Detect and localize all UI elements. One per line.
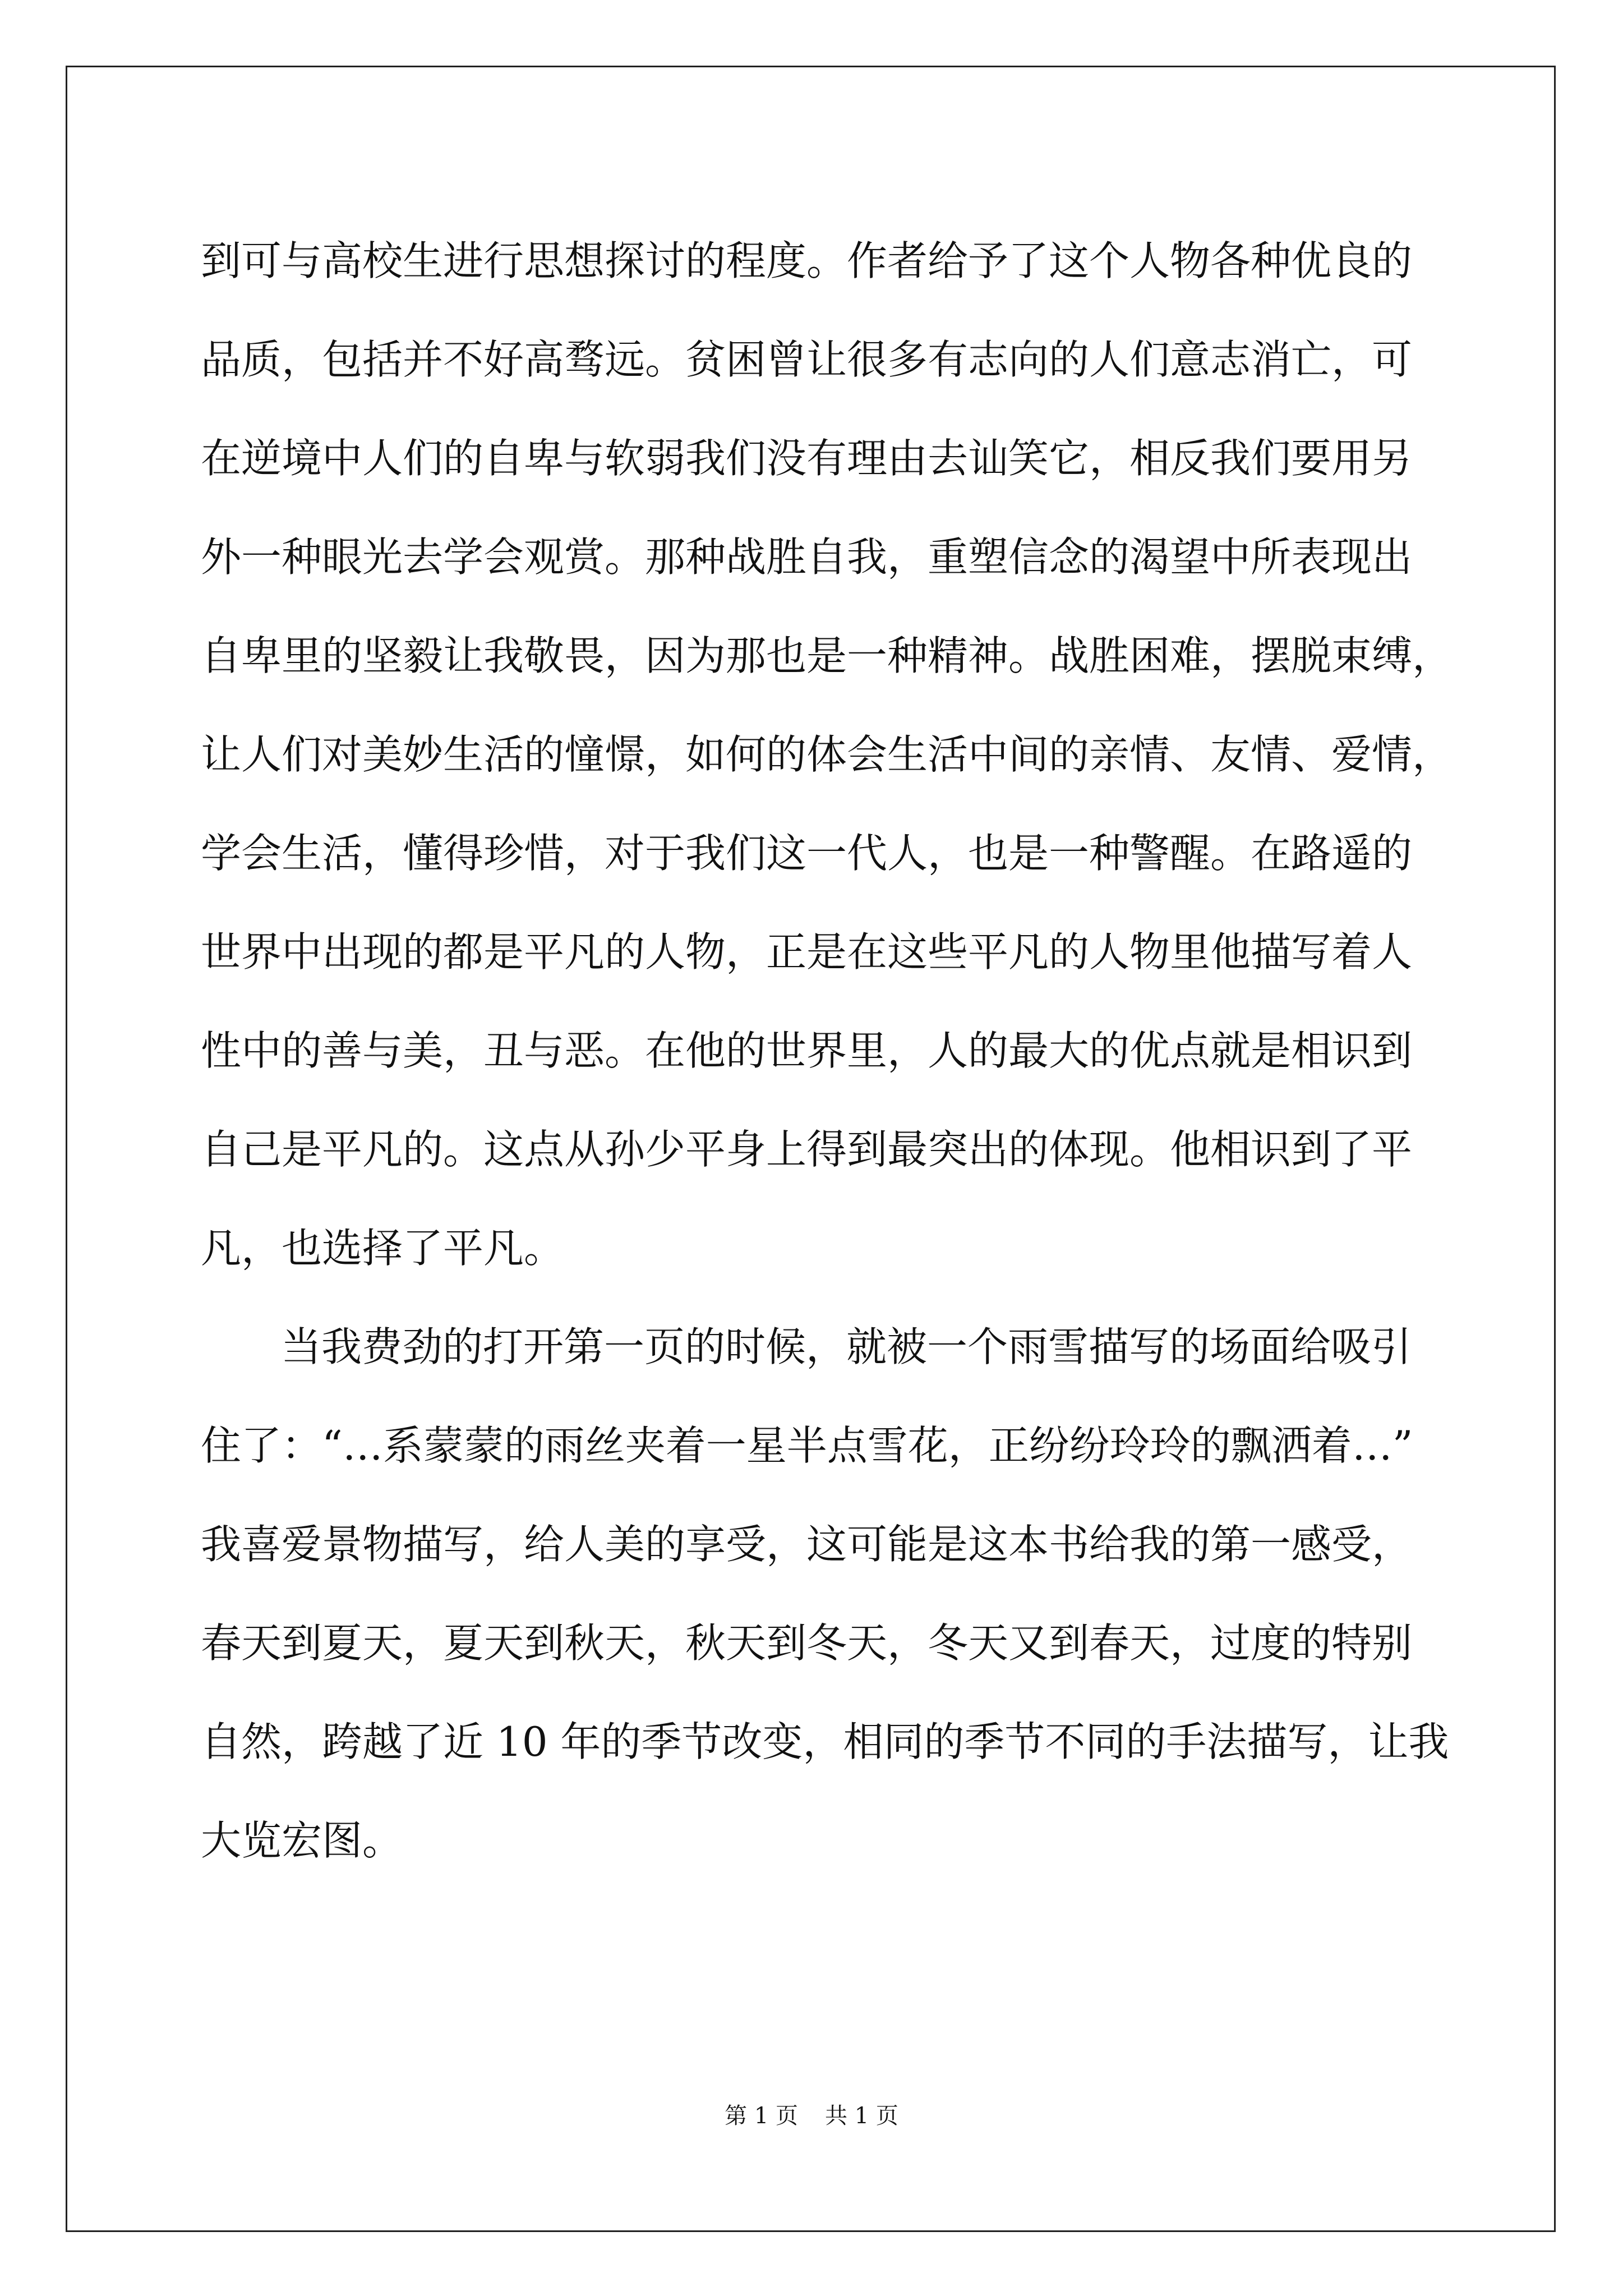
text-line: 住了：“…系蒙蒙的雨丝夹着一星半点雪花，正纷纷玲玲的飘洒着…” [201, 1422, 1413, 1469]
text-line: 自卑里的坚毅让我敬畏，因为那也是一种精神。战胜困难，摆脱束缚， [201, 632, 1453, 679]
text-line: 性中的善与美，丑与恶。在他的世界里，人的最大的优点就是相识到 [201, 1027, 1413, 1074]
text-line: 凡，也选择了平凡。 [201, 1225, 565, 1272]
text-line: 世界中出现的都是平凡的人物，正是在这些平凡的人物里他描写着人 [201, 928, 1413, 976]
text-line: 在逆境中人们的自卑与软弱我们没有理由去讪笑它，相反我们要用另 [201, 435, 1413, 482]
text-line: 自己是平凡的。这点从孙少平身上得到最突出的体现。他相识到了平 [201, 1126, 1413, 1173]
page-total: 共 1 页 [825, 2103, 898, 2129]
document-body [201, 211, 1453, 1890]
text-line: 春天到夏天，夏天到秋天，秋天到冬天，冬天又到春天，过度的特别 [201, 1619, 1413, 1667]
text-line: 外一种眼光去学会观赏。那种战胜自我，重塑信念的渴望中所表现出 [201, 533, 1413, 581]
text-line: 让人们对美妙生活的憧憬，如何的体会生活中间的亲情、友情、爱情， [201, 731, 1453, 778]
text-line: 到可与高校生进行思想探讨的程度。作者给予了这个人物各种优良的 [201, 237, 1413, 284]
paragraph-first-line: 当我费劲的打开第一页的时候，就被一个雨雪描写的场面给吸引 [281, 1323, 1412, 1370]
page-footer [0, 2099, 1623, 2133]
text-line: 大览宏图。 [201, 1817, 403, 1864]
text-line: 我喜爱景物描写，给人美的享受，这可能是这本书给我的第一感受， [201, 1521, 1413, 1568]
text-line: 品质，包括并不好高骛远。贫困曾让很多有志向的人们意志消亡，可 [201, 336, 1413, 383]
text-line: 学会生活，懂得珍惜，对于我们这一代人，也是一种警醒。在路遥的 [201, 830, 1413, 877]
text-line: 自然，跨越了近 10 年的季节改变，相同的季节不同的手法描写，让我 [201, 1718, 1449, 1765]
page-number: 第 1 页 [725, 2103, 798, 2129]
